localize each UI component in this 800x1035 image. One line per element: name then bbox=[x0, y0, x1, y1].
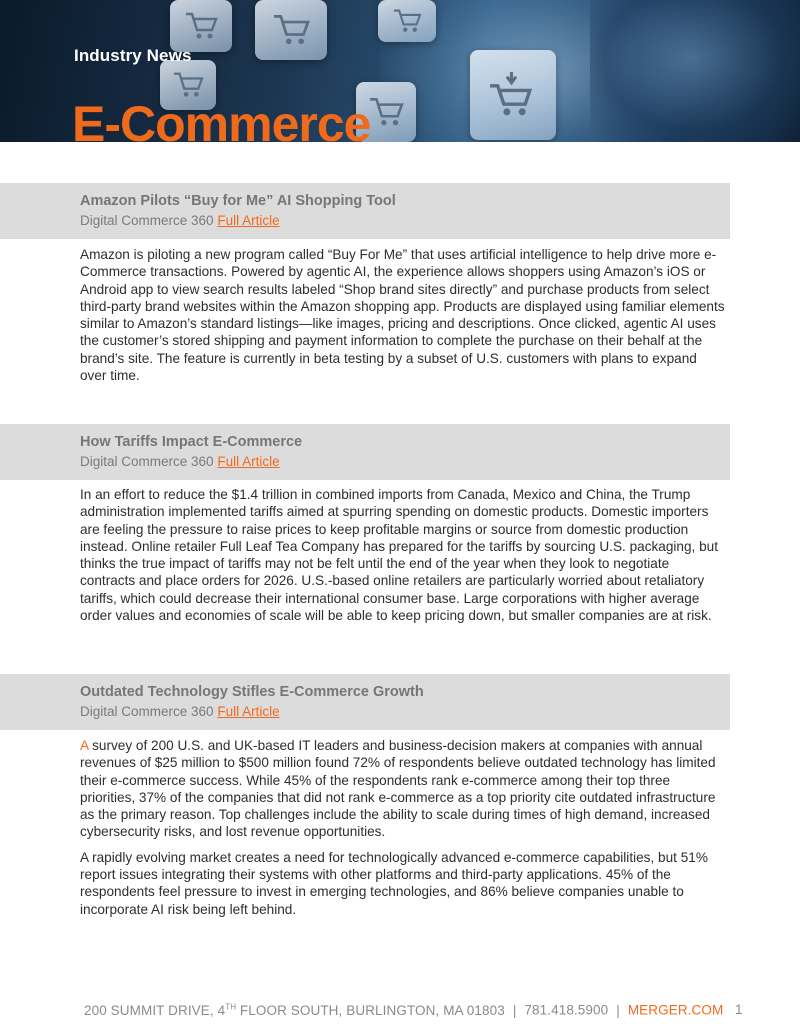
article-paragraph: Amazon is piloting a new program called “Buy For Me” that uses artificial intelligence to help drive more e-Commerce transactions. Powered by agentic AI, the experience allows shoppers using Amazon’s iOS or Android app to view search results labeled “Shop brand sites directly” and purchase products from select third-party brand websites within the Amazon shopping app. Products are displayed using familiar elements similar to Amazon’s standard listings—like images, pricing and descriptions. Once clicked, agentic AI uses the customer’s stored shipping and payment information to complete the purchase on their behalf at the brand’s site. The feature is currently in beta testing by a subset of U.S. customers with plans to expand over time. bbox=[80, 247, 725, 384]
article-header bbox=[0, 674, 730, 730]
article-body bbox=[80, 486, 725, 632]
footer-address bbox=[84, 1003, 505, 1018]
article-source bbox=[80, 213, 280, 228]
article-paragraph: A rapidly evolving market creates a need for technologically advanced e-commerce capabilities, but 51% report issues integrating their systems with other platforms and third-party applications. 45% of the respondents feel pressure to invest in emerging technologies, and 86% believe companies unable to incorporate AI risk being left behind. bbox=[80, 849, 708, 917]
article-header bbox=[0, 183, 730, 239]
article-source bbox=[80, 704, 280, 719]
address-city: FLOOR SOUTH, BURLINGTON, MA 01803 bbox=[236, 1002, 505, 1018]
shopping-cart-icon bbox=[378, 0, 436, 42]
banner-hand-image bbox=[590, 0, 800, 142]
article-body bbox=[80, 246, 725, 392]
source-name: Digital Commerce 360 bbox=[80, 454, 214, 469]
shopping-cart-icon bbox=[170, 0, 232, 52]
drop-letter: A bbox=[80, 738, 89, 753]
shopping-cart-icon bbox=[470, 50, 556, 140]
page-number: 1 bbox=[735, 1002, 743, 1017]
source-name: Digital Commerce 360 bbox=[80, 704, 214, 719]
article-title: Outdated Technology Stifles E-Commerce Growth bbox=[80, 684, 424, 700]
article-title: How Tariffs Impact E-Commerce bbox=[80, 434, 303, 450]
article-title: Amazon Pilots “Buy for Me” AI Shopping Tool bbox=[80, 193, 396, 209]
full-article-link[interactable]: Full Article bbox=[217, 454, 280, 469]
header-banner bbox=[0, 0, 800, 142]
section-kicker: Industry News bbox=[74, 46, 192, 65]
source-name: Digital Commerce 360 bbox=[80, 213, 214, 228]
full-article-link[interactable]: Full Article bbox=[217, 704, 280, 719]
full-article-link[interactable]: Full Article bbox=[217, 213, 280, 228]
article-paragraph: In an effort to reduce the $1.4 trillion in combined imports from Canada, Mexico and China, the Trump administration implemented tariffs aimed at spurring spending on domestic products. Domestic importers are feeling the pressure to raise prices to keep profitable margins or source from domestic production instead. Online retailer Full Leaf Tea Company has prepared for the tariffs by sourcing U.S. packaging, but thinks the true impact of tariffs may not be felt until the end of the year when they look to negotiate contracts and place orders for 2026. U.S.-based online retailers are particularly worried about retaliatory tariffs, which could decrease their international consumer base. Large corporations with higher average order values and economies of scale will be able to keep pricing down, but smaller companies are at risk. bbox=[80, 487, 719, 624]
paragraph-text: survey of 200 U.S. and UK-based IT leaders and business-decision makers at companies with annual revenues of $25 million to $500 million found 72% of respondents believe outdated technology has limited their e-commerce success. While 45% of the respondents rank e-commerce among their top three priorities, 37% of the companies that did not rank e-commerce as a top priority cite outdated infrastructure as the primary reason. Top challenges include the ability to scale during times of high demand, increased cybersecurity risks, and lost revenue opportunities. bbox=[80, 738, 716, 840]
address-floor-suffix: TH bbox=[225, 1002, 237, 1011]
page-footer bbox=[84, 1002, 764, 1018]
article-header bbox=[0, 424, 730, 480]
article-paragraph bbox=[80, 737, 725, 841]
page-title: E-Commerce bbox=[72, 96, 371, 142]
shopping-cart-icon bbox=[255, 0, 327, 60]
footer-separator: | bbox=[616, 1002, 620, 1018]
address-street: 200 SUMMIT DRIVE, 4 bbox=[84, 1002, 226, 1018]
article-body bbox=[80, 737, 725, 926]
footer-separator: | bbox=[512, 1002, 517, 1018]
footer-website-link[interactable]: MERGER.COM bbox=[627, 1002, 724, 1018]
footer-phone: 781.418.5900 bbox=[524, 1002, 609, 1018]
article-source bbox=[80, 454, 280, 469]
